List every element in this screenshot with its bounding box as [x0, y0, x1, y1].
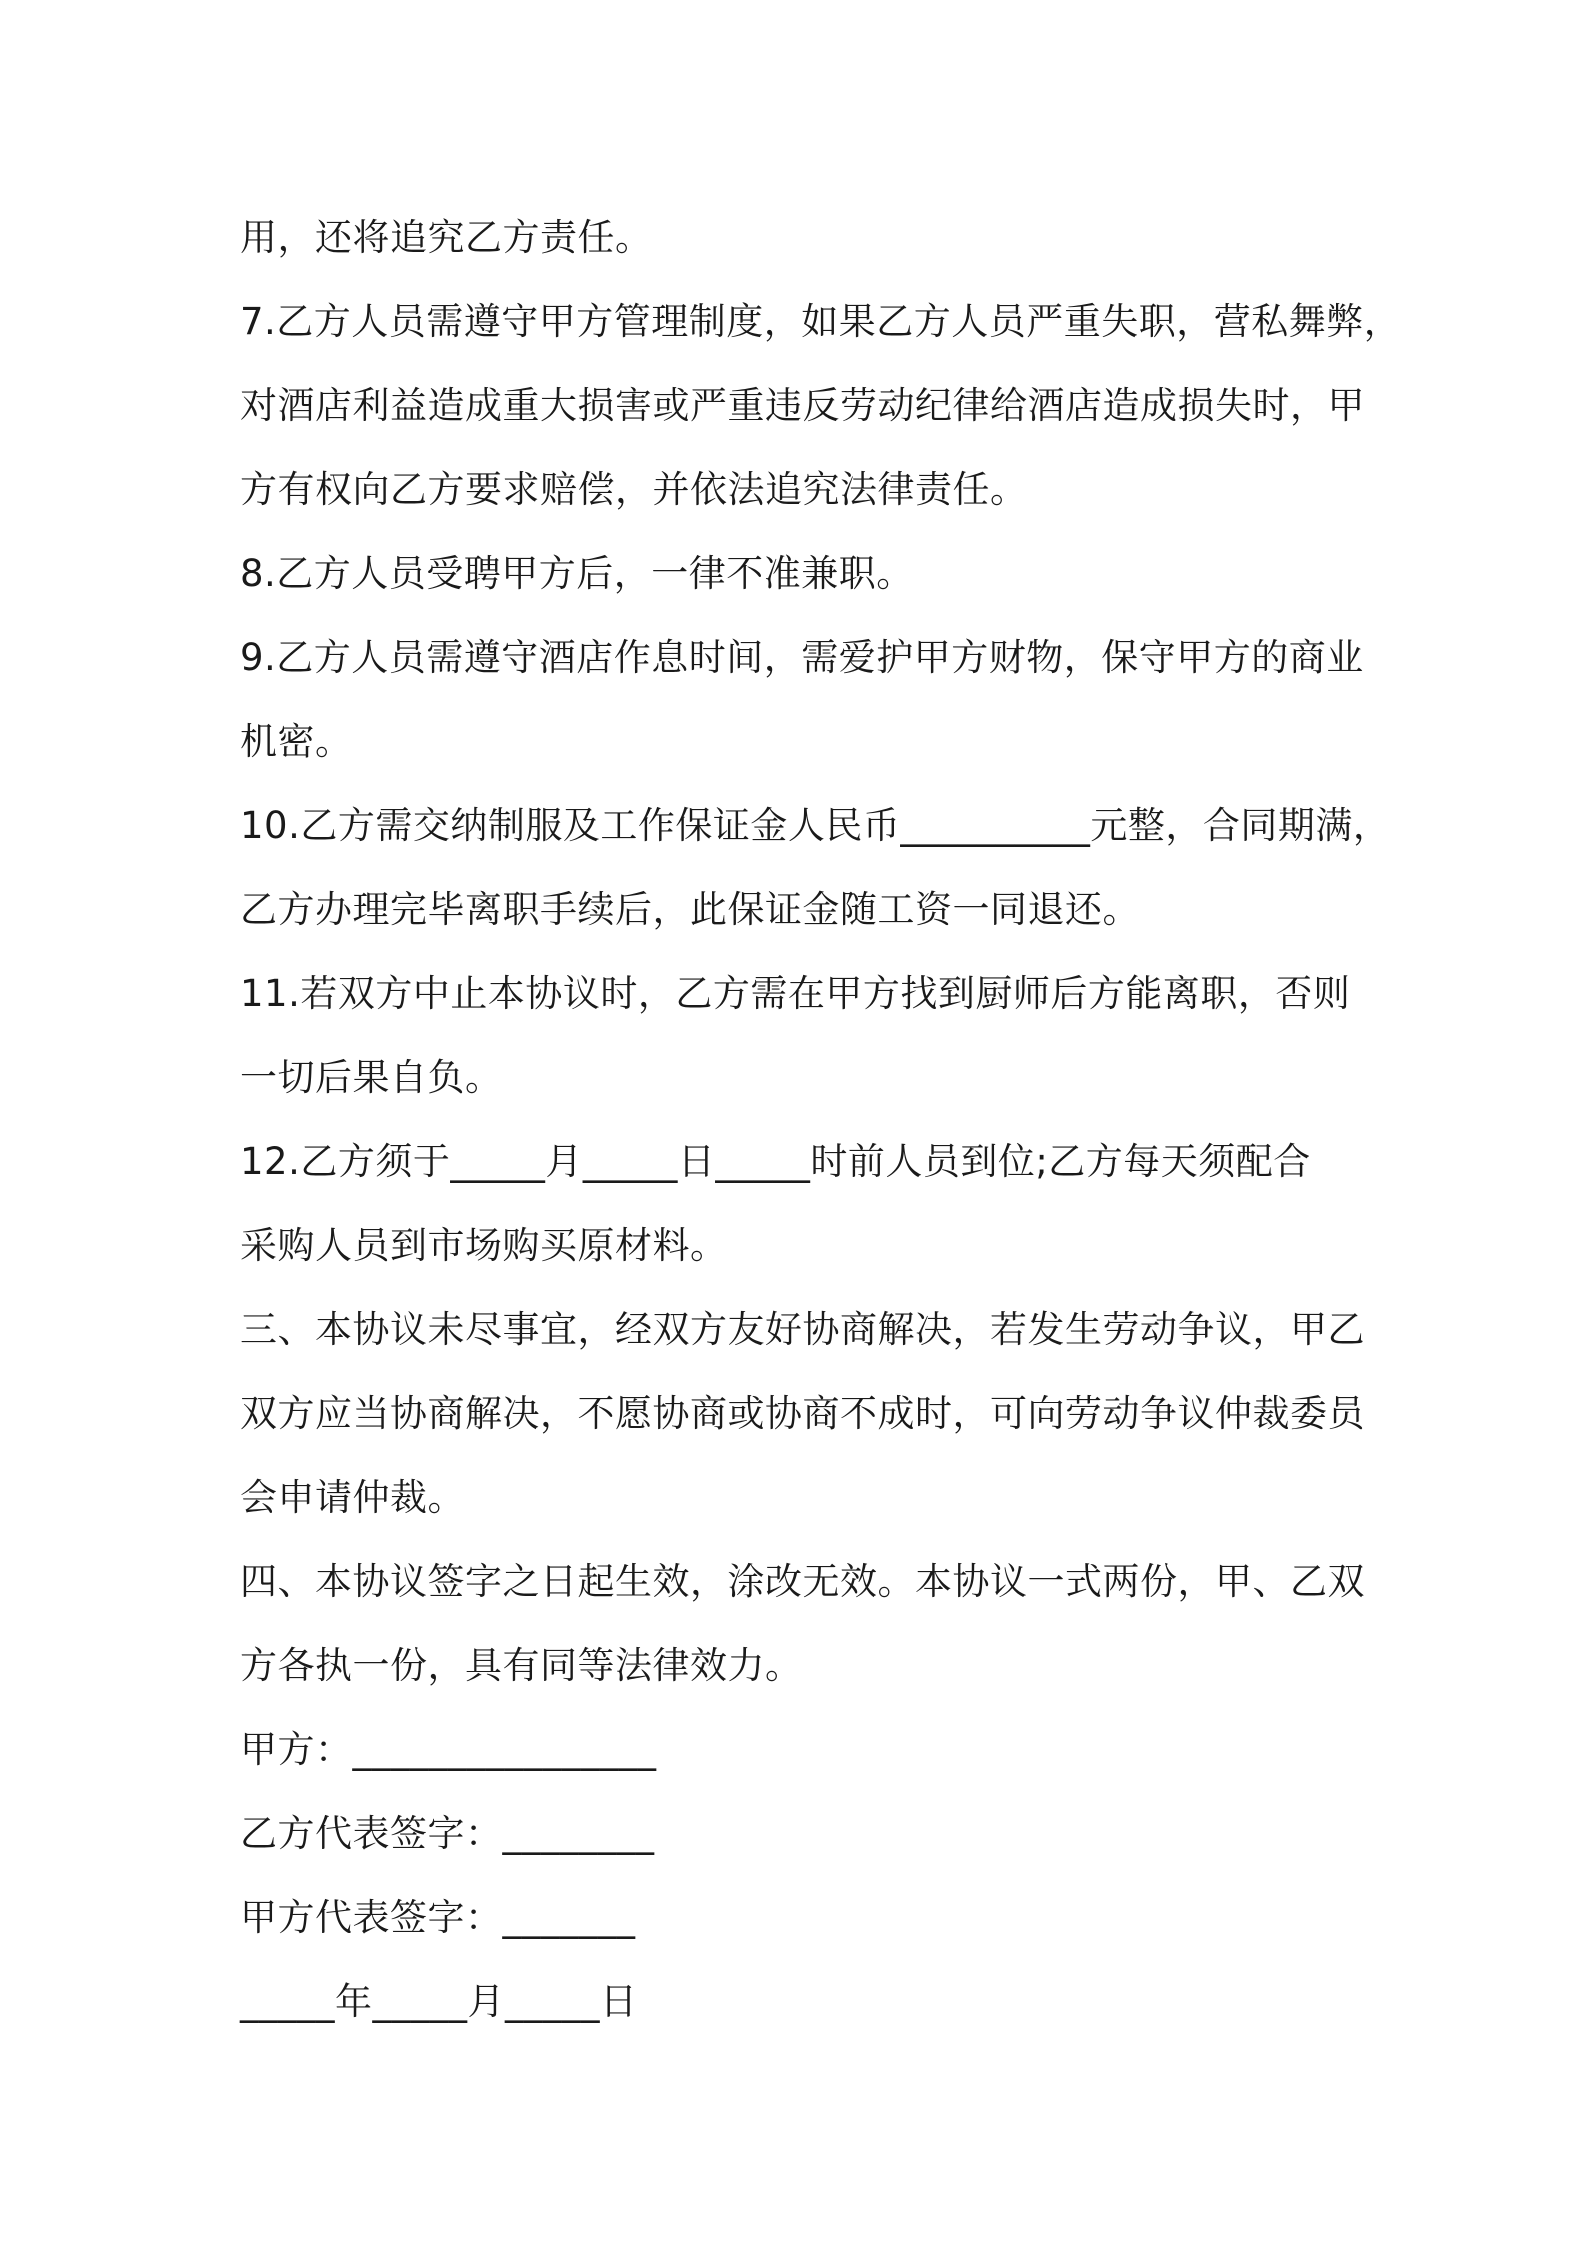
clause-9-line-1: 9.乙方人员需遵守酒店作息时间，需爱护甲方财物，保守甲方的商业: [240, 636, 1364, 679]
clause-7-line-3: 方有权向乙方要求赔偿，并依法追究法律责任。: [240, 468, 1028, 511]
clause-11-line-1: 11.若双方中止本协议时，乙方需在甲方找到厨师后方能离职，否则: [240, 972, 1351, 1015]
document-body: [240, 196, 1402, 2044]
party-a-rep-signature-line: 甲方代表签字：_______: [240, 1896, 636, 1939]
clause-7-line-1: 7.乙方人员需遵守甲方管理制度，如果乙方人员严重失职，营私舞弊，: [240, 300, 1402, 343]
party-b-rep-signature-line: 乙方代表签字：________: [240, 1812, 655, 1855]
section-3-line-1: 三、本协议未尽事宜，经双方友好协商解决，若发生劳动争议，甲乙: [240, 1308, 1365, 1351]
clause-7-line-2: 对酒店利益造成重大损害或严重违反劳动纪律给酒店造成损失时，甲: [240, 384, 1365, 427]
clause-12-line-2: 采购人员到市场购买原材料。: [240, 1224, 728, 1267]
clause-10-line-2: 乙方办理完毕离职手续后，此保证金随工资一同退还。: [240, 888, 1140, 931]
clause-8: 8.乙方人员受聘甲方后，一律不准兼职。: [240, 552, 914, 595]
clause-6-continuation: 用，还将追究乙方责任。: [240, 216, 653, 259]
date-line: _____年_____月_____日: [240, 1980, 638, 2023]
section-4-line-1: 四、本协议签字之日起生效，涂改无效。本协议一式两份，甲、乙双: [240, 1560, 1365, 1603]
clause-11-line-2: 一切后果自负。: [240, 1056, 503, 1099]
clause-10-line-1: 10.乙方需交纳制服及工作保证金人民币__________元整，合同期满，: [240, 804, 1391, 847]
party-a-signature-line: 甲方：________________: [240, 1728, 657, 1771]
clause-9-line-2: 机密。: [240, 720, 353, 763]
section-4-line-2: 方各执一份，具有同等法律效力。: [240, 1644, 803, 1687]
section-3-line-2: 双方应当协商解决，不愿协商或协商不成时，可向劳动争议仲裁委员: [240, 1392, 1365, 1435]
section-3-line-3: 会申请仲裁。: [240, 1476, 465, 1519]
clause-12-line-1: 12.乙方须于_____月_____日_____时前人员到位;乙方每天须配合: [240, 1140, 1311, 1183]
